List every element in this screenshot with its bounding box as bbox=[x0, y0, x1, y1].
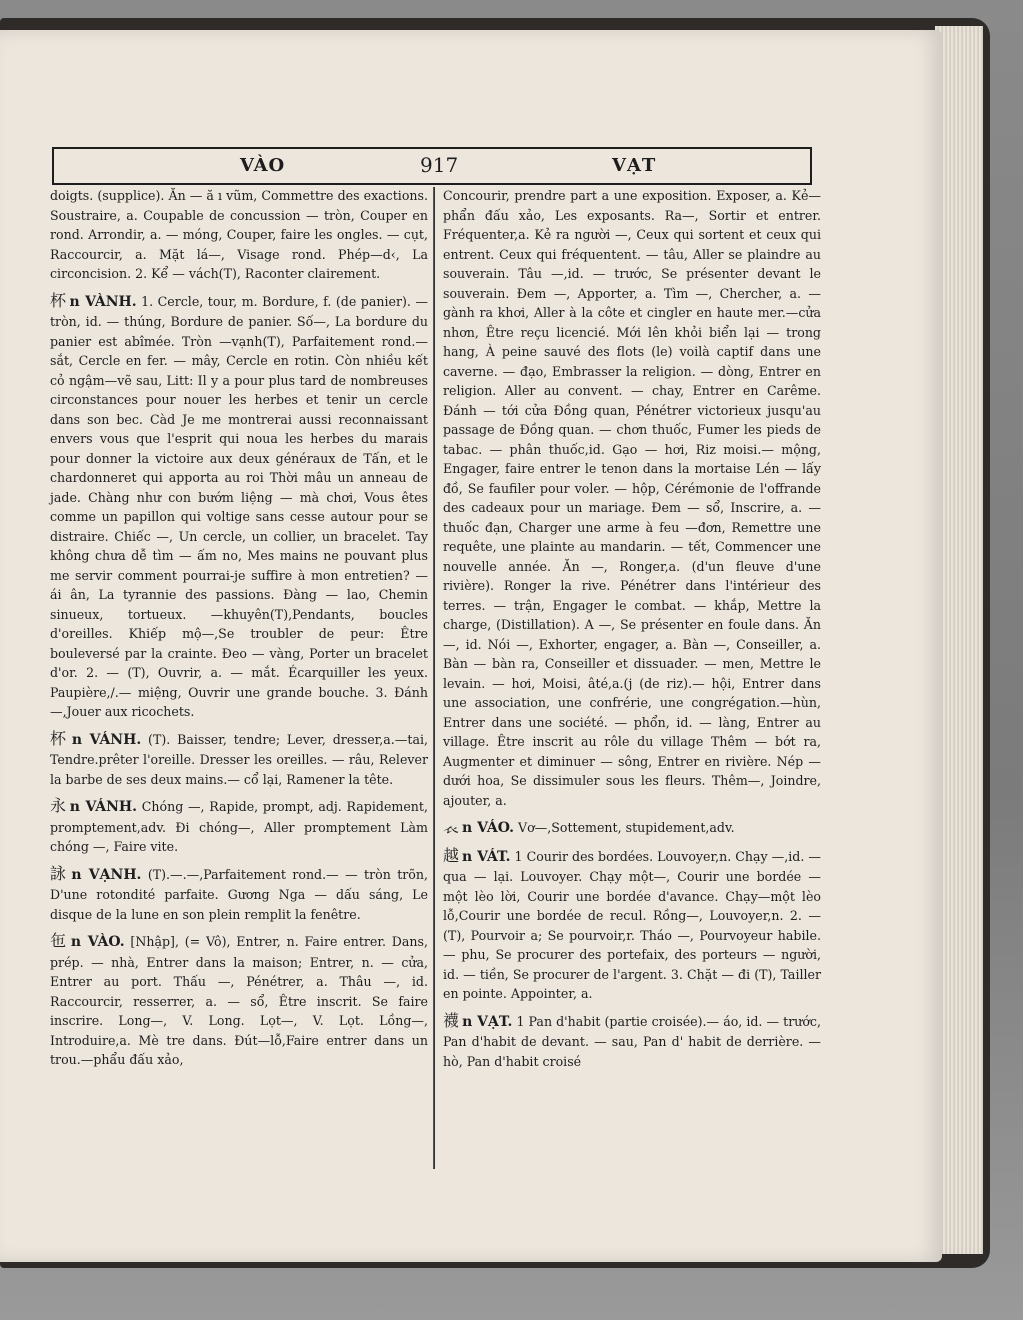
running-header bbox=[52, 147, 812, 185]
entry-body: Chóng —, Rapide, prompt, adj. Rapidement, promptement,adv. Đi chóng—, Aller promptement Làm chóng —, Faire vite. bbox=[50, 799, 428, 854]
entry-headword: n VÀO. bbox=[70, 934, 125, 950]
page-edges bbox=[935, 26, 983, 1254]
header-right-word: VẠT bbox=[612, 155, 657, 176]
dictionary-entry bbox=[50, 931, 428, 1070]
dictionary-entry bbox=[50, 729, 428, 790]
dictionary-entry bbox=[443, 846, 821, 1004]
dictionary-entry bbox=[443, 817, 821, 839]
dictionary-entry bbox=[50, 291, 428, 722]
entry-body: [Nhập], (= Vô), Entrer, n. Faire entrer. Dans, prép. — nhà, Entrer dans la maison; Entrer, n. — cửa, Entrer au port. Thấu —, Pénétrer, a. Thâu —, id. Raccourcir, resserrer, a. — sổ, Être inscrit. Se faire inscrire. Long—, V. Long. Lọt—, V. Lọt. Lồng—, Introduire,a. Mè tre dans. Đút—lỗ,Faire entrer dans un trou.—phẩu đấu xảo, bbox=[50, 934, 428, 1067]
entry-headword: n VẠT. bbox=[462, 1013, 513, 1030]
right-column bbox=[443, 186, 821, 1078]
dictionary-entry bbox=[50, 864, 428, 925]
entry-body: (T). Baisser, tendre; Lever, dresser,a.—tai, Tendre.prêter l'oreille. Dresser les oreilles. — râu, Relever la barbe de ses deux mains.— cổ lại, Ramener la tête. bbox=[50, 731, 428, 787]
continuation-text: Concourir, prendre part a une exposition. Exposer, a. Kẻ— phẩn đấu xảo, Les exposants. Ra—, Sortir et entrer. Fréquenter,a. Kẻ ra người —, Ceux qui sortent et ceux qui entrent. Ceux qui fréquentent. — tâu, Aller se plaindre au souverain. Tâu —,id. — trước, Se présenter devant le souverain. Đem —, Apporter, a. Tìm —, Chercher, a. — gành ra khơi, Aller à la côte et cingler en haute mer.—cửa nhơn, Être reçu licencié. Mới lên khỏi biển lại — trong hang, À peine sauvé des flots (le) voilà captif dans une caverne. — đạo, Embrasser la religion. — dòng, Entrer en religion. Aller au convent. — chay, Entrer en Carême. Đánh — tới cửa Đồng quan, Pénétrer victorieux jusqu'au passage de Đồng quan. — chơn thuốc, Fumer les pieds de tabac. — phân thuốc,id. Gạo — hơi, Riz moisi.— mộng, Engager, faire entrer le tenon dans la mortaise Lén — lấy đồ, Se faufiler pour voler. — hộp, Cérémonie de l'offrande des cadeaux pour un mariage. Đem — sổ, Inscrire, a. — thuốc đạn, Charger une arme à feu —đơn, Remettre une requête, une plainte au mandarin. — tết, Commencer une nouvelle année. Ăn —, Ronger,a. (d'un fleuve d'une rivière). Ronger la rive. Pénétrer dans l'intérieur des terres. — trận, Engager le combat. — khắp, Mettre la charge, (Distillation). A —, Se présenter en foule dans. Ăn —, id. Nói —, Exhorter, engager, a. Bàn —, Conseiller, a. Bàn — bàn ra, Conseiller et dissuader. — men, Mettre le levain. — hơi, Moisi, âté,a.(j (de riz).— hội, Entrer dans une association, une confrérie, une congrégation.—hùn, Entrer dans une société. — phổn, id. — làng, Entrer au village. Être inscrit au rôle du village Thêm — bớt ra, Augmenter et diminuer — sông, Entrer en rivière. Nép — dưới hoa, Se dissimuler sous les fleurs. Thêm—, Joindre, ajouter, a. bbox=[443, 188, 821, 808]
entry-body: 1 Courir des bordées. Louvoyer,n. Chạy —,id. — qua — lại. Louvoyer. Chạy một—, Courir une bordée — một lèo lời, Courir une bordée d'avance. Chạy—một lèo lỗ,Courir une bordée de recul. Rồng—, Louvoyer,n. 2. — (T), Pourvoir a; Se pourvoir,r. Tháo —, Pourvoyeur habile. — phu, Se procurer des portefaix, des porteurs — người, id. — tiền, Se procurer de l'argent. 3. Chặt — đi (T), Tailler en pointe. Appointer, a. bbox=[443, 848, 821, 1001]
entry-headword: n VÁNH. bbox=[71, 731, 142, 748]
dictionary-entry bbox=[443, 1011, 821, 1072]
entry-headword: n VÀNH. bbox=[69, 293, 137, 310]
entry-headword: n VẠNH. bbox=[71, 866, 142, 883]
page-number: 917 bbox=[420, 153, 459, 177]
left-column bbox=[50, 186, 428, 1077]
header-left-word: VÀO bbox=[240, 155, 286, 176]
han-character: 㐌 bbox=[50, 931, 68, 950]
han-character: 𧘇 bbox=[443, 817, 460, 836]
entry-body: 1 Pan d'habit (partie croisée).— áo, id. — trước, Pan d'habit de devant. — sau, Pan d' habit de derrière. — hò, Pan d'habit croisé bbox=[443, 1013, 821, 1069]
han-character: 杯 bbox=[50, 290, 67, 310]
han-character: 襪 bbox=[443, 1010, 460, 1030]
entry-body: (T).—.—,Parfaitement rond.— — tròn trõn, D'une rotondité parfaite. Gương Nga — dấu sáng, Le disque de la lune en son plein remplit la fenêtre. bbox=[50, 866, 428, 922]
han-character: 越 bbox=[443, 845, 460, 865]
entry-headword: n VÁT. bbox=[462, 848, 511, 865]
han-character: 永 bbox=[50, 796, 67, 815]
entry-body: 1. Cercle, tour, m. Bordure, f. (de panier). — tròn, id. — thúng, Bordure de panier. Số—, La bordure du panier est abîmée. Tròn —vạnh(T), Parfaitement rond.—sắt, Cercle en fer. — mây, Cercle en rotin. Còn nhiều kết cỏ ngậm—vẽ sau, Litt: Il y a pour plus tard de nombreuses circonstances pour nouer les herbes et tenir un cercle dans son bec. Càd Je me montrerai aussi reconnaissant envers vous que l'esprit qui noua les herbes du marais pour donner la victoire aux deux généraux de Tấn, et le chardonneret qui apporta au roi Thời mâu un anneau de jade. Chàng như con bướm liệng — mà chơi, Vous êtes comme un papillon qui voltige sans cesse autour pour se distraire. Chiếc —, Un cercle, un collier, un bracelet. Tay không chưa dễ tìm — ấm no, Mes mains ne pouvant plus me servir comment pourrai-je suffire à mon entretien? — ái ân, La tyrannie des passions. Đàng — lao, Chemin sinueux, tortueux. —khuyên(T),Pendants, boucles d'oreilles. Khiếp mộ—,Se troubler de peur: Être bouleversé par la crainte. Đeo — vàng, Porter un bracelet d'or. 2. — (T), Ouvrir, a. — mắt. Écarquiller les yeux. Paupière,/.— miệng, Ouvrir une grande bouche. 3. Đánh —,Jouer aux ricochets. bbox=[50, 293, 428, 719]
column-divider bbox=[433, 187, 435, 1169]
dictionary-entry bbox=[50, 796, 428, 857]
entry-body: Vơ—,Sottement, stupidement,adv. bbox=[517, 820, 735, 835]
han-character: 杯 bbox=[50, 728, 69, 748]
entry-headword: n VÁO. bbox=[462, 820, 514, 836]
han-character: 詠 bbox=[50, 863, 69, 883]
continuation-text: doigts. (supplice). Ăn — ă ı vũm, Commettre des exactions. Soustraire, a. Coupable de concussion — tròn, Couper en rond. Arrondir, a. — móng, Couper, faire les ongles. — cụt, Raccourcir, a. Mặt lá—, Visage rond. Phép—d‹, La circoncision. 2. Kể — vách(T), Raconter clairement. bbox=[50, 188, 428, 281]
entry-headword: n VÁNH. bbox=[69, 799, 138, 815]
